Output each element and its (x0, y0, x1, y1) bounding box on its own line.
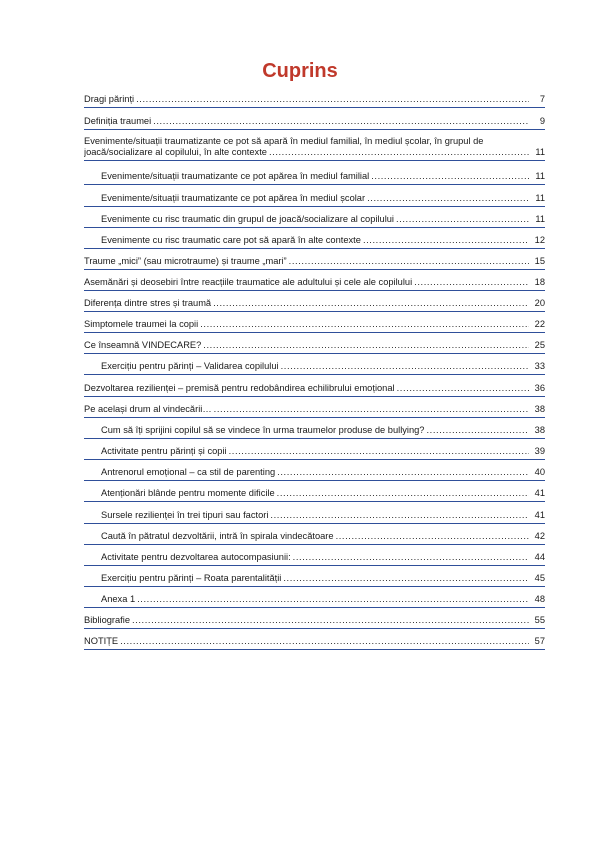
dot-leader (367, 193, 529, 204)
toc-entry-label: Bibliografie (84, 615, 130, 625)
toc-entry-page: 55 (534, 615, 545, 625)
toc-entry-page: 38 (534, 404, 545, 414)
toc-entry-page: 36 (534, 383, 545, 393)
toc-entry-label: Sursele rezilienței în trei tipuri sau factori (101, 510, 269, 520)
toc-entry-label: Dezvoltarea rezilienței – premisă pentru redobândirea echilibrului emoțional (84, 383, 395, 393)
toc-entry-page: 41 (534, 510, 545, 520)
dot-leader (136, 94, 529, 105)
toc-entry-label: Activitate pentru părinți și copii (101, 446, 227, 456)
toc-entry-page: 38 (534, 425, 545, 435)
toc-entry[interactable] (84, 467, 545, 481)
dot-leader (153, 116, 529, 127)
toc-entry-label: Evenimente cu risc traumatic din grupul de joacă/socializare al copilului (101, 214, 394, 224)
dot-leader (203, 340, 529, 351)
toc-entry-label: NOTIȚE (84, 636, 119, 646)
toc-entry-label: Simptomele traumei la copii (84, 319, 199, 329)
dot-leader (397, 383, 529, 394)
toc-entry-label-line1: Evenimente/situații traumatizante ce pot să apară în mediul familial, în mediul școlar, în grupul de (84, 136, 484, 146)
dot-leader (277, 467, 529, 478)
toc-entry-label: Traume „mici” (sau microtraume) și traume „mari” (84, 256, 287, 266)
dot-leader (277, 488, 529, 499)
dot-leader (120, 636, 529, 647)
toc-entry-label: Definiția traumei (84, 116, 152, 126)
toc-entry-page: 41 (534, 488, 545, 498)
dot-leader (214, 404, 529, 415)
toc-entry-page: 11 (535, 193, 545, 203)
toc-entry-page: 40 (534, 467, 545, 477)
dot-leader (213, 298, 529, 309)
toc-entry[interactable] (84, 256, 545, 270)
toc-entry-label: Activitate pentru dezvoltarea autocompasiunii: (101, 552, 291, 562)
toc-entry[interactable] (84, 214, 545, 228)
dot-leader (293, 552, 529, 563)
toc-entry-label: Evenimente cu risc traumatic care pot să apară în alte contexte (101, 235, 361, 245)
toc-entry-page: 9 (539, 116, 545, 126)
toc-entry-page: 45 (534, 573, 545, 583)
page-title: Cuprins (262, 60, 338, 82)
toc-entry-page: 18 (534, 277, 545, 287)
dot-leader (363, 235, 529, 246)
dot-leader (289, 256, 529, 267)
dot-leader (426, 425, 529, 436)
toc-entry[interactable] (84, 488, 545, 502)
toc-entry-label: Exercițiu pentru părinți – Roata parentalității (101, 573, 282, 583)
toc-entry-page: 7 (539, 94, 545, 104)
toc-entry-page: 15 (534, 256, 545, 266)
toc-entry[interactable] (84, 510, 545, 524)
toc-entry-page: 42 (534, 531, 545, 541)
dot-leader (281, 361, 529, 372)
toc-entry[interactable] (84, 116, 545, 130)
toc-entry-page: 39 (534, 446, 545, 456)
toc-entry-label: Cum să îți sprijini copilul să se vindece în urma traumelor produse de bullying? (101, 425, 425, 435)
toc-entry-page: 11 (535, 147, 545, 157)
toc-entry[interactable] (84, 383, 545, 397)
toc-entry[interactable] (84, 193, 545, 207)
toc-entry-label: Anexa 1 (101, 594, 136, 604)
toc-entry[interactable] (84, 404, 545, 418)
toc-entry-page: 25 (534, 340, 545, 350)
toc-entry[interactable] (84, 446, 545, 460)
toc-entry[interactable] (84, 298, 545, 312)
toc-entry[interactable] (84, 552, 545, 566)
toc-entry-page: 48 (534, 594, 545, 604)
dot-leader (283, 573, 529, 584)
toc-entry-label: joacă/socializare al copilului, în alte contexte (84, 147, 267, 157)
toc-entry-label: Evenimente/situații traumatizante ce pot apărea în mediul familial (101, 171, 370, 181)
toc-entry[interactable] (84, 277, 545, 291)
dot-leader (132, 615, 529, 626)
dot-leader (270, 510, 529, 521)
toc-entry[interactable] (84, 340, 545, 354)
toc-entry[interactable] (84, 136, 545, 161)
dot-leader (200, 319, 529, 330)
toc-entry[interactable] (84, 235, 545, 249)
toc-entry-page: 57 (534, 636, 545, 646)
toc-entry-page: 44 (534, 552, 545, 562)
dot-leader (396, 214, 529, 225)
toc-entry-label: Diferența dintre stres și traumă (84, 298, 212, 308)
toc-entry[interactable] (84, 615, 545, 629)
toc-entry[interactable] (84, 94, 545, 108)
toc-entry[interactable] (84, 636, 545, 650)
toc-entry[interactable] (84, 531, 545, 545)
toc-entry-label: Pe același drum al vindecării… (84, 404, 212, 414)
toc-entry-page: 12 (534, 235, 545, 245)
toc-entry-page: 20 (534, 298, 545, 308)
toc-entry-label: Caută în pătratul dezvoltării, intră în spirala vindecătoare (101, 531, 334, 541)
toc-entry-label: Evenimente/situații traumatizante ce pot apărea în mediul școlar (101, 193, 366, 203)
dot-leader (371, 171, 529, 182)
toc-entry-label: Asemănări și deosebiri între reacțiile traumatice ale adultului și cele ale copilului (84, 277, 413, 287)
toc-entry[interactable] (84, 361, 545, 375)
dot-leader (137, 594, 529, 605)
toc-entry-label: Antrenorul emoțional – ca stil de parenting (101, 467, 276, 477)
toc-entry[interactable] (84, 319, 545, 333)
toc-entry-page: 11 (535, 171, 545, 181)
toc-entry[interactable] (84, 573, 545, 587)
dot-leader (269, 147, 529, 158)
toc-entry-label: Dragi părinți (84, 94, 135, 104)
toc-entry-page: 11 (535, 214, 545, 224)
toc-entry-page: 22 (534, 319, 545, 329)
toc-entry-label: Ce înseamnă VINDECARE? (84, 340, 202, 350)
toc-entry-label: Exercițiu pentru părinți – Validarea copilului (101, 361, 279, 371)
toc-entry[interactable] (84, 425, 545, 439)
dot-leader (414, 277, 529, 288)
toc-entry-page: 33 (534, 361, 545, 371)
toc-entry[interactable] (84, 171, 545, 185)
toc-entry[interactable] (84, 594, 545, 608)
dot-leader (229, 446, 529, 457)
dot-leader (336, 531, 529, 542)
toc-entry-label: Atenționări blânde pentru momente dificile (101, 488, 275, 498)
